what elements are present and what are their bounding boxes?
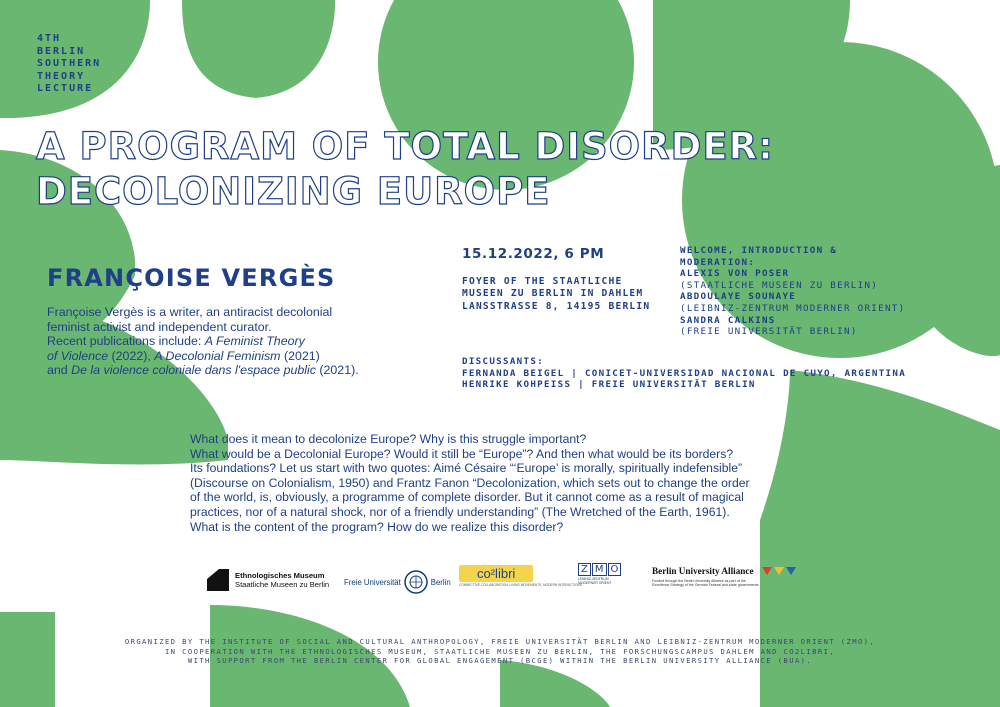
footer-line: IN COOPERATION WITH THE ETHNOLOGISCHES MUSEUM, STAATLICHE MUSEEN ZU BERLIN, THE FORSCHUNGSCAMPUS DAHLEM AND CO2LIBRI, xyxy=(164,646,836,656)
title-line-1: A PROGRAM OF TOTAL DISORDER: xyxy=(36,125,774,168)
description-line: What does it mean to decolonize Europe? Why is this struggle important? xyxy=(190,432,587,446)
museum-mark-icon xyxy=(207,569,229,591)
venue-line: LANSSTRASSE 8, 14195 BERLIN xyxy=(462,300,651,312)
bio-line: of Violence (2022), A Decolonial Feminism (2021) xyxy=(47,348,320,363)
title-line-2: DECOLONIZING EUROPE xyxy=(36,170,551,213)
bua-mark-icon xyxy=(762,565,796,577)
fu-logo-text: Freie Universität xyxy=(344,577,401,587)
colibri-logo-name: co²libri xyxy=(459,565,533,582)
footer-line: ORGANIZED BY THE INSTITUTE OF SOCIAL AND CULTURAL ANTHROPOLOGY, FREIE UNIVERSITÄT BERLIN AND LEIBNIZ-ZENTRUM MODERNER ORIENT (ZMO), xyxy=(124,637,876,646)
moderation-heading: MODERATION: xyxy=(680,256,756,268)
description-line: of the world, is, obviously, a programme of complete disorder. But it cannot come as a result of magical xyxy=(190,490,744,505)
footer-line: WITH SUPPORT FROM THE BERLIN CENTER FOR GLOBAL ENGAGEMENT (BCGE) WITHIN THE BERLIN UNIVERSITY ALLIANCE (BUA). xyxy=(187,656,813,666)
moderator-name: ABDOULAYE SOUNAYE xyxy=(680,291,797,303)
bua-logo-sub: Funded through the Berlin University Alliance as part of the Excellence Strategy of the German Federal and state governments xyxy=(652,579,759,587)
series-line: BERLIN xyxy=(37,45,86,57)
organizers-footer xyxy=(0,637,1000,666)
zmo-letter: O xyxy=(608,563,622,576)
venue-line: MUSEEN ZU BERLIN IN DAHLEM xyxy=(462,288,644,300)
bio-line: Françoise Vergès is a writer, an antiracist decolonial xyxy=(47,305,333,319)
description-line: (Discourse on Colonialism, 1950) and Frantz Fanon “Decolonization, which sets out to change the order xyxy=(190,475,750,490)
bio-line: and De la violence coloniale dans l'espace public (2021). xyxy=(47,363,359,378)
bio-line: feminist activist and independent curator. xyxy=(47,319,272,334)
event-date: 15.12.2022, 6 PM xyxy=(462,246,605,262)
zmo-letter: M xyxy=(592,563,607,576)
moderator-name: SANDRA CALKINS xyxy=(680,314,776,326)
fu-seal-icon xyxy=(404,570,428,594)
speaker-name: FRANÇOISE VERGÈS xyxy=(47,264,336,292)
event-title xyxy=(36,124,774,214)
discussant-line: HENRIKE KOHPEISS | FREIE UNIVERSITÄT BERLIN xyxy=(462,379,756,391)
description-line: What is the content of the program? How do we realize this disorder? xyxy=(190,519,564,534)
bua-logo xyxy=(652,565,796,587)
moderation-block xyxy=(680,245,905,338)
shape-top-arch xyxy=(182,0,335,98)
fu-berlin-logo xyxy=(340,561,455,603)
series-line: LECTURE xyxy=(37,83,94,94)
zmo-letter: Z xyxy=(578,563,591,576)
colibri-logo xyxy=(459,565,582,587)
moderator-affiliation: (LEIBNIZ-ZENTRUM MODERNER ORIENT) xyxy=(680,302,906,314)
speaker-bio xyxy=(47,305,387,378)
bua-logo-name: Berlin University Alliance xyxy=(652,566,754,576)
event-venue xyxy=(462,276,650,313)
event-description xyxy=(190,432,765,534)
moderator-name: ALEXIS VON POSER xyxy=(680,268,790,280)
partner-logos xyxy=(195,555,815,607)
moderator-affiliation: (FREIE UNIVERSITÄT BERLIN) xyxy=(680,326,858,338)
moderation-heading: WELCOME, INTRODUCTION & xyxy=(680,245,838,256)
description-line: practices, nor of a natural shock, nor of a friendly understanding” (The Wretched of the Earth, 1961). xyxy=(190,504,730,519)
series-line: THEORY xyxy=(37,70,86,82)
fu-logo-text: Berlin xyxy=(430,577,451,587)
zmo-logo xyxy=(578,563,621,585)
ethno-logo-line: Ethnologisches Museum xyxy=(235,571,325,580)
shape-bottom-mid xyxy=(500,660,610,707)
description-line: What would be a Decolonial Europe? Would it still be “Europe”? And then what would be its borders? xyxy=(190,446,734,461)
venue-line: FOYER OF THE STAATLICHE xyxy=(462,276,623,287)
lecture-series-label xyxy=(37,33,101,96)
zmo-logo-sub: LEIBNIZ-ZENTRUM MODERNER ORIENT xyxy=(578,577,612,585)
discussants-heading: DISCUSSANTS: xyxy=(462,356,544,367)
colibri-logo-sub: CONNECTIVE COLLABORATION: LIVING MOVEMENTS, MODERN INTERACTIONS xyxy=(459,583,582,587)
discussant-line: FERNANDA BEIGEL | CONICET-UNIVERSIDAD NACIONAL DE CUYO, ARGENTINA xyxy=(462,367,907,379)
moderator-affiliation: (STAATLICHE MUSEEN ZU BERLIN) xyxy=(680,279,879,291)
discussants-block xyxy=(462,356,906,391)
ethno-logo-line: Staatliche Museen zu Berlin xyxy=(235,580,330,589)
series-line: 4TH xyxy=(37,33,62,44)
series-line: SOUTHERN xyxy=(37,58,102,69)
ethnologisches-museum-logo xyxy=(207,569,329,591)
bio-line: Recent publications include: A Feminist Theory xyxy=(47,334,305,349)
description-line: Its foundations? Let us start with two quotes: Aimé Césaire “‘Europe’ is morally, spiritually indefensible” xyxy=(190,461,743,476)
